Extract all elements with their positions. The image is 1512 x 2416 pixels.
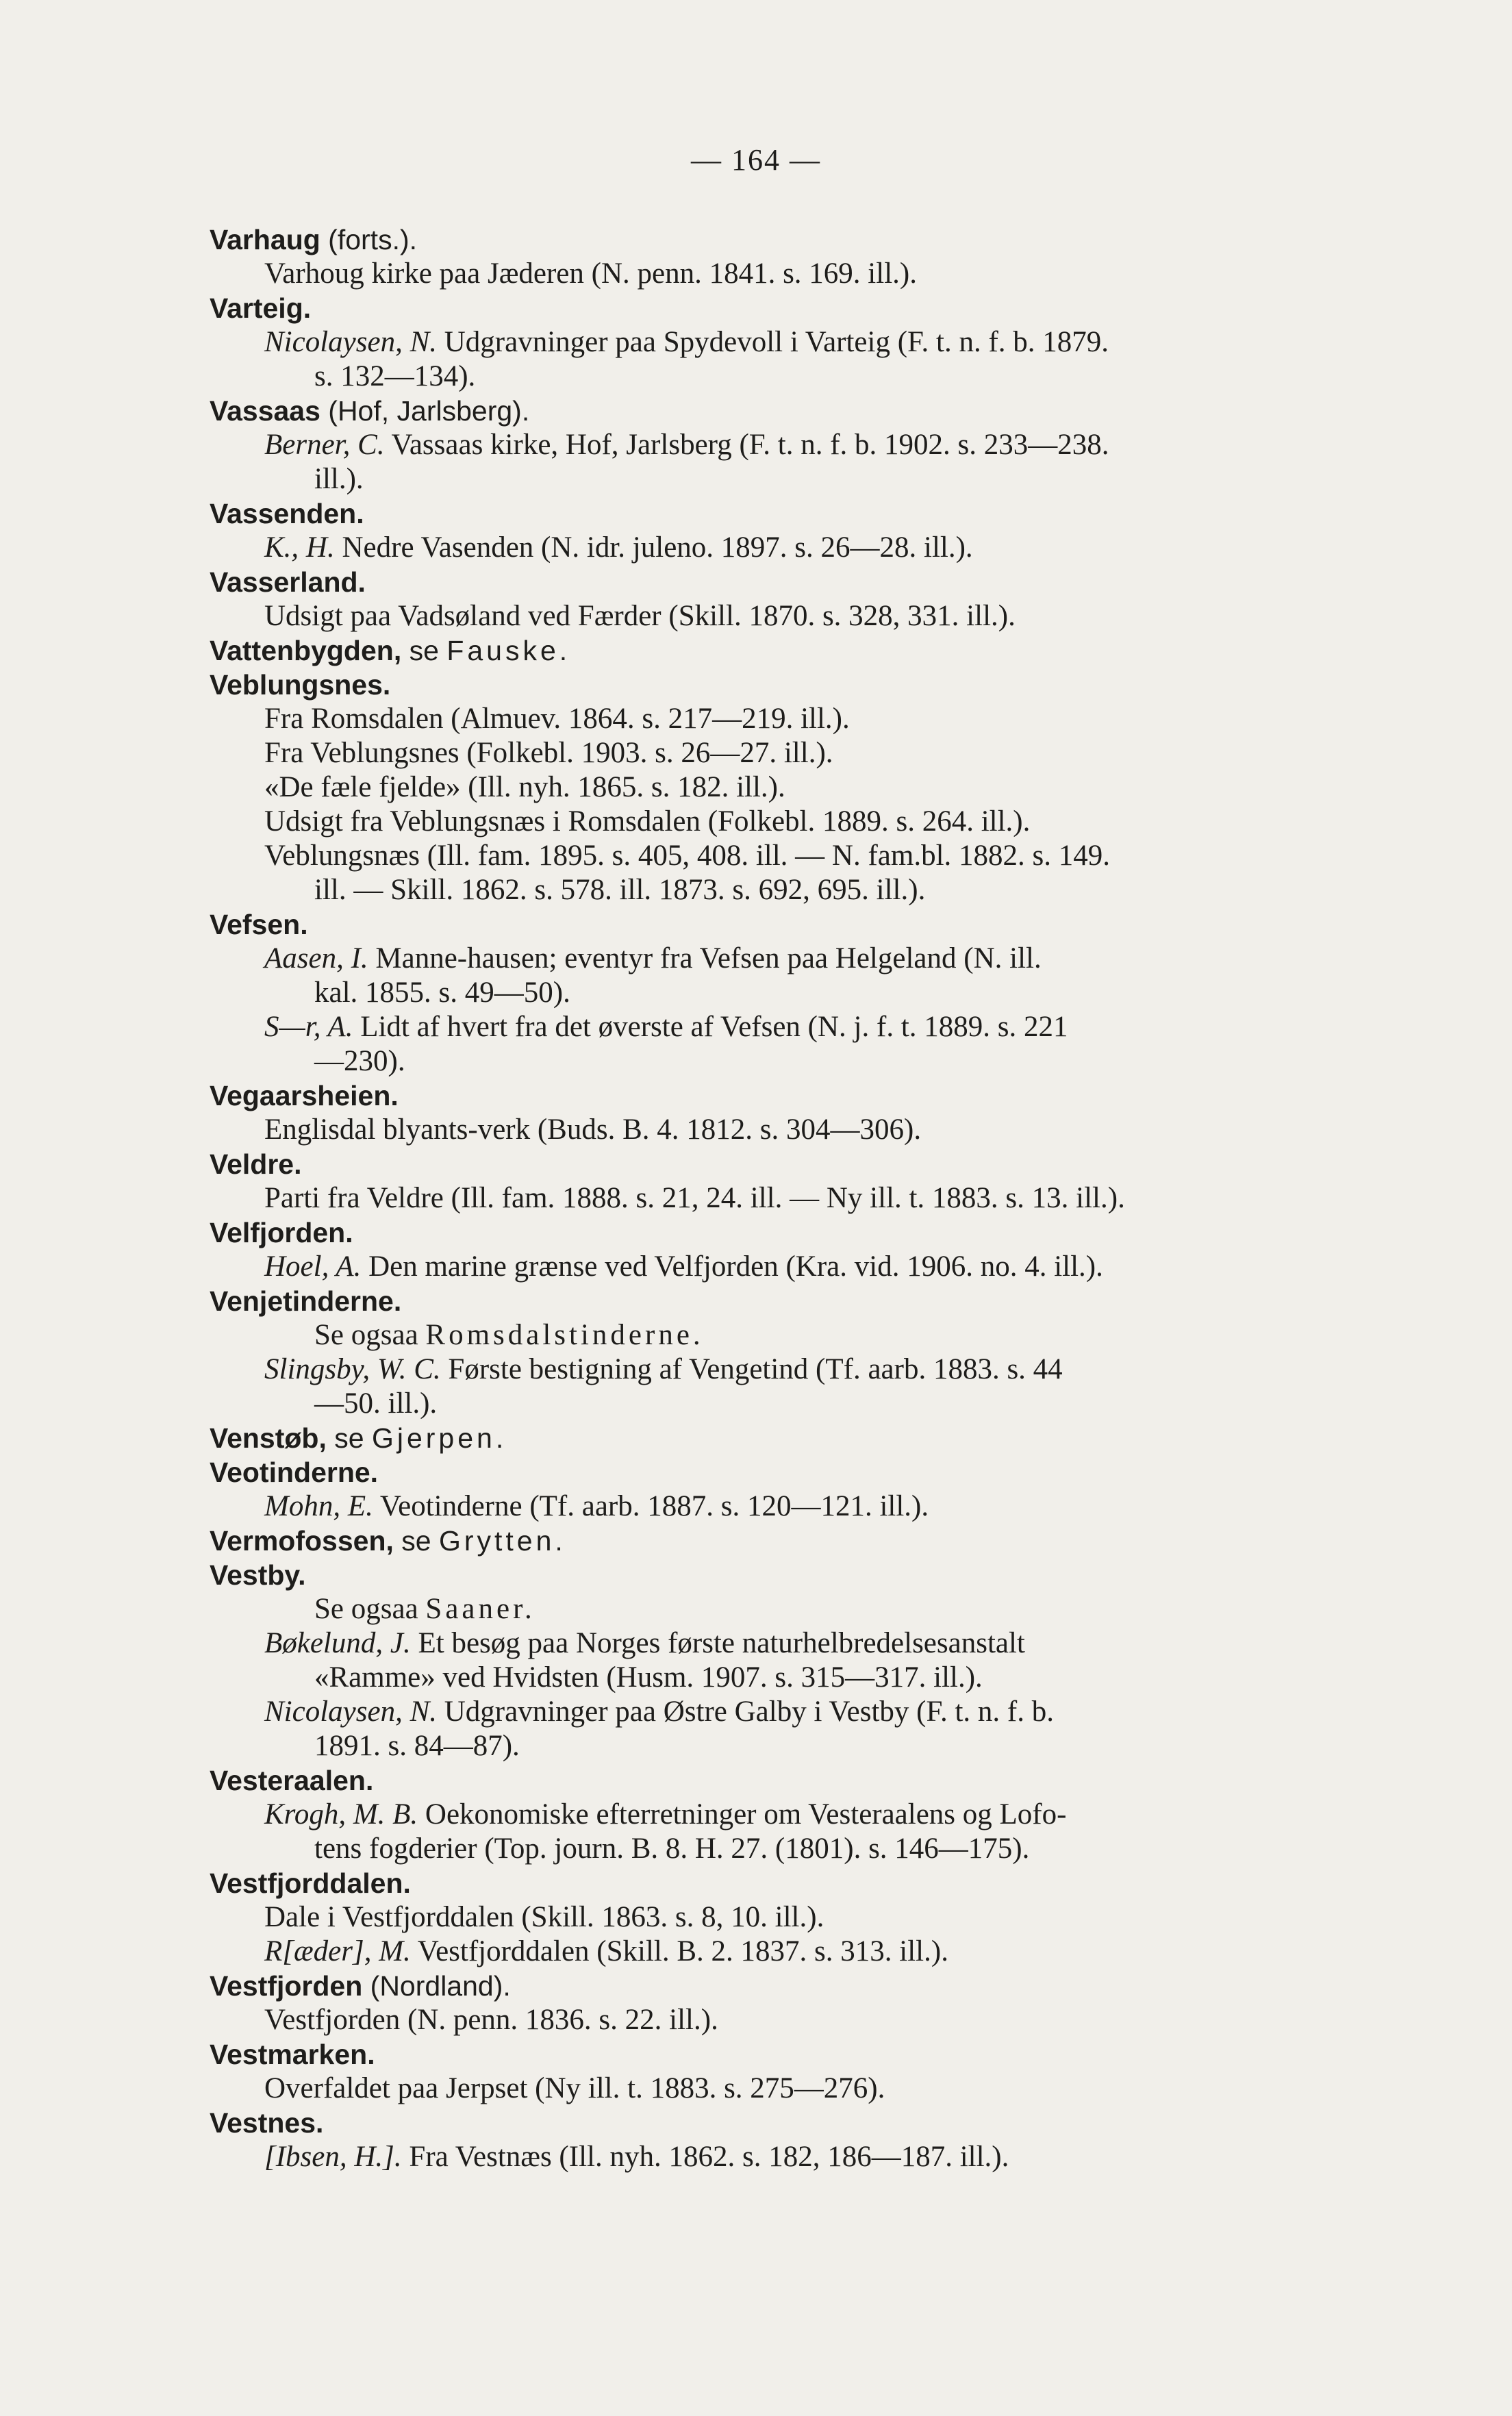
entry-reference: [210, 976, 1387, 1010]
entry-text: Fra Vestnæs (Ill. nyh. 1862. s. 182, 186—187. ill.).: [401, 2141, 1009, 2173]
author-name: Berner, C.: [264, 429, 385, 461]
cross-reference: Fauske.: [446, 635, 571, 666]
entry-heading: [210, 1558, 1387, 1592]
heading-term: Venjetinderne.: [210, 1285, 402, 1317]
entry-reference: [210, 1900, 1387, 1935]
entry-reference: [210, 839, 1387, 873]
author-name: K., H.: [264, 531, 335, 564]
entry-heading: [210, 1524, 1387, 1558]
heading-term: Vassaas: [210, 395, 320, 427]
entry-reference: [210, 805, 1387, 839]
entry-text: Vestfjorddalen (Skill. B. 2. 1837. s. 313. ill.).: [410, 1935, 948, 1967]
entry-reference: [210, 257, 1387, 291]
entry-text: Første bestigning af Vengetind (Tf. aarb. 1883. s. 44: [440, 1353, 1063, 1385]
entry-reference: [210, 1832, 1387, 1866]
entry-heading: [210, 565, 1387, 599]
entry-text: Veblungsnæs (Ill. fam. 1895. s. 405, 408. ill. — N. fam.bl. 1882. s. 149.: [264, 840, 1111, 872]
heading-term: Velfjorden.: [210, 1217, 353, 1248]
entry-reference: [210, 702, 1387, 736]
entry-text: Se ogsaa: [314, 1319, 426, 1351]
heading-term: Vesteraalen.: [210, 1765, 374, 1796]
heading-term: Vattenbygden,: [210, 635, 402, 666]
heading-term: Vestmarken.: [210, 2039, 375, 2070]
entry-reference: [210, 428, 1387, 462]
page-number: — 164 —: [691, 143, 821, 177]
entry-reference: [210, 462, 1387, 496]
entry-text: Den marine grænse ved Velfjorden (Kra. vid. 1906. no. 4. ill.).: [361, 1250, 1103, 1283]
entry-heading: [210, 1147, 1387, 1181]
entry-reference: [210, 1729, 1387, 1763]
entry-text: Udsigt paa Vadsøland ved Færder (Skill. 1870. s. 328, 331. ill.).: [264, 600, 1016, 632]
entry-text: (Nordland).: [362, 1970, 511, 2002]
entry-reference: [210, 1113, 1387, 1147]
entry-reference: [210, 1010, 1387, 1044]
entry-reference: [210, 1318, 1387, 1352]
entry-text: tens fogderier (Top. journ. B. 8. H. 27. (1801). s. 146—175).: [314, 1833, 1030, 1865]
entry-text: Nedre Vasenden (N. idr. juleno. 1897. s. 26—28. ill.).: [334, 531, 973, 564]
entry-text: «De fæle fjelde» (Ill. nyh. 1865. s. 182. ill.).: [264, 771, 785, 803]
heading-term: Vestfjorddalen.: [210, 1867, 411, 1899]
entry-text: —50. ill.).: [314, 1387, 438, 1420]
entry-heading: [210, 1421, 1387, 1455]
entry-text: Et besøg paa Norges første naturhelbredelsesanstalt: [410, 1627, 1025, 1659]
entry-text: Udsigt fra Veblungsnæs i Romsdalen (Folkebl. 1889. s. 264. ill.).: [264, 805, 1031, 838]
author-name: Krogh, M. B.: [264, 1798, 418, 1830]
entry-text: 1891. s. 84—87).: [314, 1730, 520, 1762]
author-name: Slingsby, W. C.: [264, 1353, 441, 1385]
entry-heading: [210, 1969, 1387, 2003]
author-name: [Ibsen, H.].: [264, 2141, 402, 2173]
entry-text: se: [326, 1422, 372, 1454]
author-name: S—r, A.: [264, 1011, 353, 1043]
entry-text: Dale i Vestfjorddalen (Skill. 1863. s. 8, 10. ill.).: [264, 1901, 824, 1933]
entry-heading: [210, 1079, 1387, 1113]
entry-reference: [210, 1044, 1387, 1079]
heading-term: Veldre.: [210, 1148, 302, 1180]
entry-heading: [210, 668, 1387, 702]
entry-reference: [210, 2072, 1387, 2106]
entry-text: Fra Veblungsnes (Folkebl. 1903. s. 26—27. ill.).: [264, 737, 833, 769]
heading-term: Veotinderne.: [210, 1457, 379, 1488]
author-name: Nicolaysen, N.: [264, 326, 437, 358]
author-name: Aasen, I.: [264, 942, 368, 974]
entry-text: kal. 1855. s. 49—50).: [314, 977, 570, 1009]
entry-reference: [210, 1489, 1387, 1524]
heading-term: Vefsen.: [210, 909, 308, 940]
entry-reference: [210, 2140, 1387, 2174]
entry-text: Vestfjorden (N. penn. 1836. s. 22. ill.).: [264, 2004, 718, 2036]
entry-heading: [210, 291, 1387, 325]
entry-text: se: [393, 1525, 439, 1557]
heading-term: Venstøb,: [210, 1422, 327, 1454]
entry-reference: [210, 599, 1387, 633]
entry-heading: [210, 394, 1387, 428]
entry-reference: [210, 770, 1387, 805]
heading-term: Vermofossen,: [210, 1525, 394, 1557]
heading-term: Vassenden.: [210, 498, 364, 529]
entry-reference: [210, 1592, 1387, 1626]
entry-reference: [210, 1250, 1387, 1284]
entry-heading: [210, 1216, 1387, 1250]
entry-heading: [210, 1763, 1387, 1798]
index-entries: [210, 223, 1387, 2174]
heading-term: Varteig.: [210, 292, 312, 324]
entry-reference: [210, 360, 1387, 394]
entry-text: —230).: [314, 1045, 405, 1077]
heading-term: Vestnes.: [210, 2107, 324, 2139]
entry-text: «Ramme» ved Hvidsten (Husm. 1907. s. 315—317. ill.).: [314, 1661, 983, 1694]
author-name: Bøkelund, J.: [264, 1627, 411, 1659]
entry-reference: [210, 1935, 1387, 1969]
entry-heading: [210, 907, 1387, 942]
entry-reference: [210, 1181, 1387, 1216]
heading-term: Veblungsnes.: [210, 669, 391, 701]
entry-heading: [210, 633, 1387, 668]
heading-term: Vasserland.: [210, 566, 366, 598]
entry-reference: [210, 2003, 1387, 2037]
entry-reference: [210, 1798, 1387, 1832]
entry-heading: [210, 223, 1387, 257]
author-name: Mohn, E.: [264, 1490, 373, 1522]
cross-reference: Grytten.: [438, 1525, 566, 1557]
heading-term: Vegaarsheien.: [210, 1080, 399, 1111]
entry-text: Se ogsaa: [314, 1593, 426, 1625]
entry-text: se: [401, 635, 447, 666]
entry-text: Englisdal blyants-verk (Buds. B. 4. 1812. s. 304—306).: [264, 1113, 922, 1146]
author-name: R[æder], M.: [264, 1935, 411, 1967]
entry-reference: [210, 1626, 1387, 1661]
entry-text: Veotinderne (Tf. aarb. 1887. s. 120—121. ill.).: [373, 1490, 929, 1522]
author-name: Nicolaysen, N.: [264, 1696, 437, 1728]
cross-reference: Saaner.: [425, 1593, 536, 1625]
entry-text: Lidt af hvert fra det øverste af Vefsen (N. j. f. t. 1889. s. 221: [353, 1011, 1068, 1043]
entry-heading: [210, 2106, 1387, 2140]
heading-term: Vestby.: [210, 1559, 306, 1591]
entry-heading: [210, 2037, 1387, 2072]
entry-text: ill.).: [314, 463, 364, 495]
entry-text: Vassaas kirke, Hof, Jarlsberg (F. t. n. f. b. 1902. s. 233—238.: [384, 429, 1109, 461]
cross-reference: Gjerpen.: [371, 1422, 507, 1454]
entry-heading: [210, 496, 1387, 531]
entry-heading: [210, 1284, 1387, 1318]
entry-reference: [210, 531, 1387, 565]
entry-text: Oekonomiske efterretninger om Vesteraalens og Lofo-: [418, 1798, 1067, 1830]
entry-text: Varhoug kirke paa Jæderen (N. penn. 1841. s. 169. ill.).: [264, 257, 917, 290]
entry-reference: [210, 942, 1387, 976]
cross-reference: Romsdalstinderne.: [425, 1319, 704, 1351]
entry-reference: [210, 873, 1387, 907]
entry-text: s. 132—134).: [314, 360, 476, 392]
entry-text: Overfaldet paa Jerpset (Ny ill. t. 1883. s. 275—276).: [264, 2072, 885, 2104]
entry-text: Fra Romsdalen (Almuev. 1864. s. 217—219. ill.).: [264, 703, 850, 735]
entry-text: Udgravninger paa Spydevoll i Varteig (F. t. n. f. b. 1879.: [437, 326, 1109, 358]
entry-text: ill. — Skill. 1862. s. 578. ill. 1873. s. 692, 695. ill.).: [314, 874, 926, 906]
heading-term: Varhaug: [210, 224, 320, 255]
entry-reference: [210, 325, 1387, 360]
entry-reference: [210, 1695, 1387, 1729]
entry-text: (forts.).: [320, 224, 417, 255]
entry-reference: [210, 1387, 1387, 1421]
entry-text: Parti fra Veldre (Ill. fam. 1888. s. 21, 24. ill. — Ny ill. t. 1883. s. 13. ill.).: [264, 1182, 1125, 1214]
entry-text: (Hof, Jarlsberg).: [320, 395, 530, 427]
entry-heading: [210, 1866, 1387, 1900]
entry-reference: [210, 736, 1387, 770]
entry-text: Udgravninger paa Østre Galby i Vestby (F. t. n. f. b.: [437, 1696, 1054, 1728]
entry-text: Manne-hausen; eventyr fra Vefsen paa Helgeland (N. ill.: [368, 942, 1042, 974]
entry-reference: [210, 1352, 1387, 1387]
author-name: Hoel, A.: [264, 1250, 362, 1283]
entry-heading: [210, 1455, 1387, 1489]
entry-reference: [210, 1661, 1387, 1695]
heading-term: Vestfjorden: [210, 1970, 363, 2002]
